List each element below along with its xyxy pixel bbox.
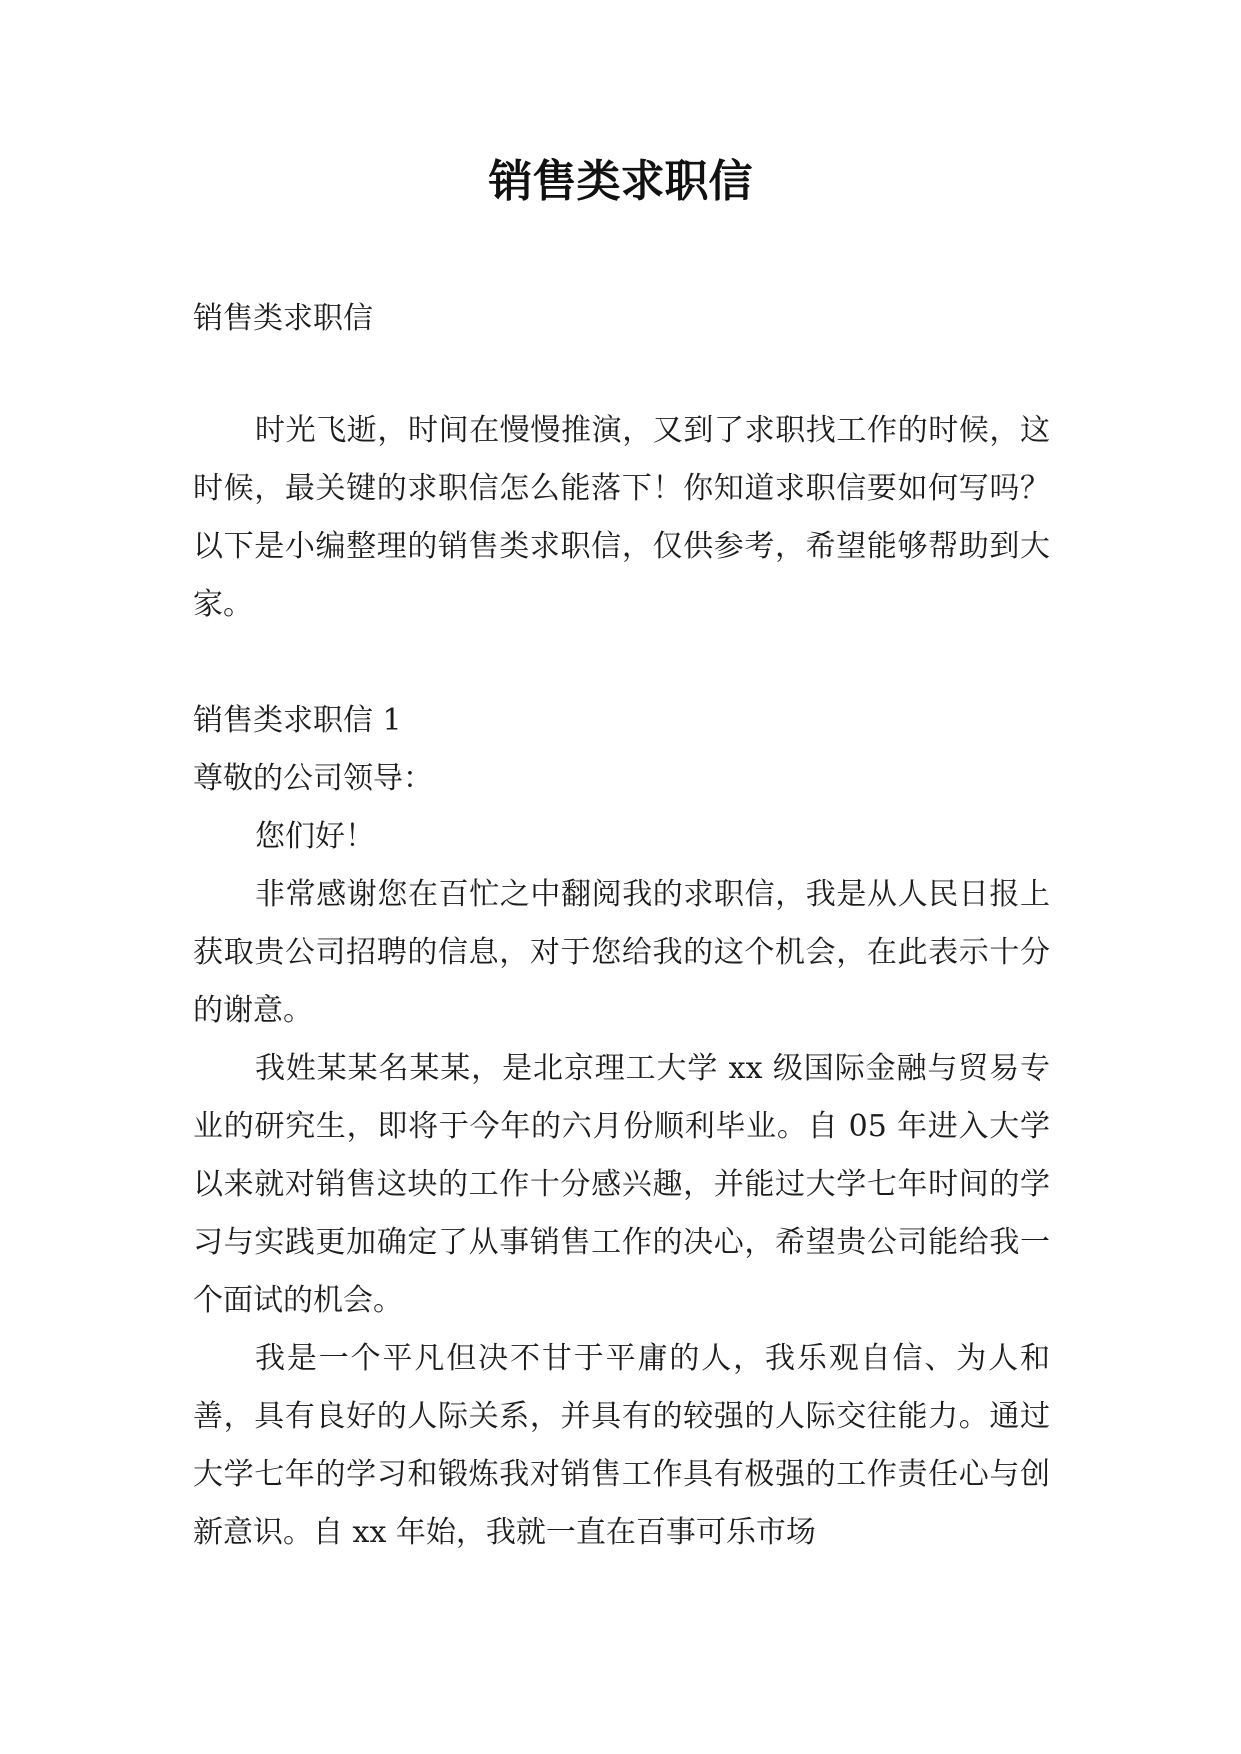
letter-salutation: 尊敬的公司领导： (193, 761, 433, 796)
document-subtitle: 销售类求职信 (193, 301, 373, 336)
letter-greeting: 您们好！ (255, 819, 375, 854)
document-title: 销售类求职信 (488, 156, 753, 207)
letter-heading: 销售类求职信 1 (193, 703, 402, 738)
intro-paragraph: 时光飞逝，时间在慢慢推演，又到了求职找工作的时候，这时候，最关键的求职信怎么能落下！你知道求职信要如何写吗？以下是小编整理的销售类求职信，仅供参考，希望能够帮助到大家。 (193, 413, 1050, 622)
letter-section (193, 692, 1050, 1562)
letter-paragraph: 我姓某某名某某，是北京理工大学 xx 级国际金融与贸易专业的研究生，即将于今年的六月份顺利毕业。自 05 年进入大学以来就对销售这块的工作十分感兴趣，并能过大学七年时间的学习与实践更加确定了从事销售工作的决心，希望贵公司能给我一个面试的机会。 (193, 1051, 1050, 1318)
letter-paragraph: 非常感谢您在百忙之中翻阅我的求职信，我是从人民日报上获取贵公司招聘的信息，对于您给我的这个机会，在此表示十分的谢意。 (193, 877, 1050, 1028)
letter-paragraph: 我是一个平凡但决不甘于平庸的人，我乐观自信、为人和善，具有良好的人际关系，并具有的较强的人际交往能力。通过大学七年的学习和锻炼我对销售工作具有极强的工作责任心与创新意识。自 xx 年始，我就一直在百事可乐市场 (193, 1341, 1050, 1550)
